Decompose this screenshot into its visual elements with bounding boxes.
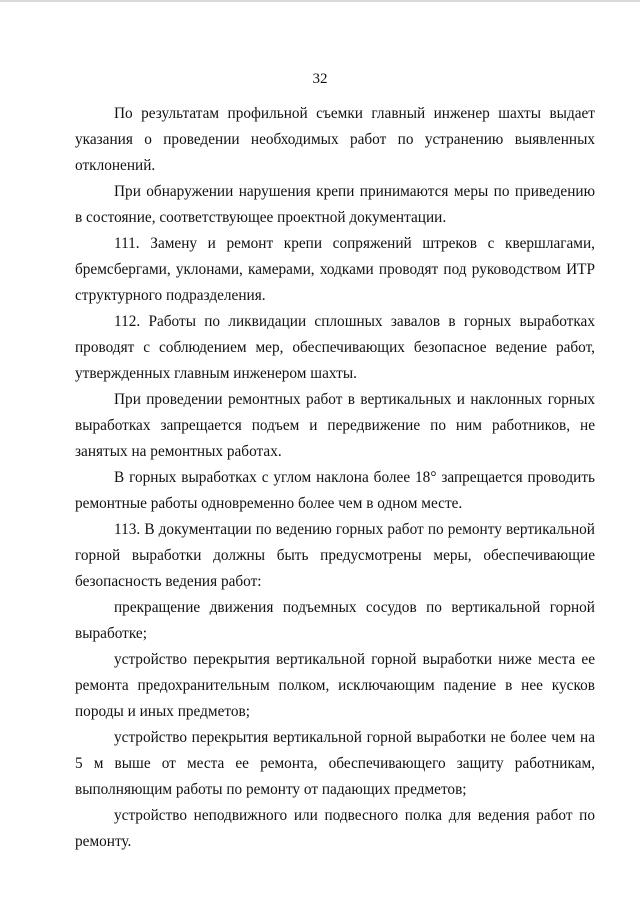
- paragraph-item-111: 111. Замену и ремонт крепи сопряжений штреков с квершлагами, бремсбергами, уклонами, камерами, ходками проводят под руководством ИТР структурного подразделения.: [75, 235, 595, 304]
- paragraph-measure-upper-cover: устройство перекрытия вертикальной горной выработки не более чем на 5 м выше от места ее ремонта, обеспечивающего защиту работникам, выполняющим работы по ремонту от падающих предметов;: [75, 729, 595, 798]
- paragraph-measure-lower-cover: устройство перекрытия вертикальной горной выработки ниже места ее ремонта предохранительным полком, исключающим падение в нее кусков породы и иных предметов;: [75, 651, 595, 720]
- paragraph-measure-stop-hoisting: прекращение движения подъемных сосудов по вертикальной горной выработке;: [75, 599, 595, 642]
- paragraph-item-113: 113. В документации по ведению горных работ по ремонту вертикальной горной выработки должны быть предусмотрены меры, обеспечивающие безопасность ведения работ:: [75, 521, 595, 590]
- paragraph-measure-platform: устройство неподвижного или подвесного полка для ведения работ по ремонту.: [75, 807, 595, 850]
- paragraph-support-violation: При обнаружении нарушения крепи принимаются меры по приведению в состояние, соответствующее проектной документации.: [75, 183, 595, 226]
- paragraph-repair-restrictions: При проведении ремонтных работ в вертикальных и наклонных горных выработках запрещается подъем и передвижение по ним работников, не занятых на ремонтных работах.: [75, 391, 595, 460]
- page-number: 32: [312, 71, 328, 87]
- page-top-edge: [0, 0, 640, 2]
- paragraph-item-112: 112. Работы по ликвидации сплошных завалов в горных выработках проводят с соблюдением мер, обеспечивающих безопасное ведение работ, утвержденных главным инженером шахты.: [75, 313, 595, 382]
- paragraph-incline-limit: В горных выработках с углом наклона более 18° запрещается проводить ремонтные работы одновременно более чем в одном месте.: [75, 469, 595, 512]
- document-body: [75, 101, 595, 855]
- paragraph-survey-instructions: По результатам профильной съемки главный инженер шахты выдает указания о проведении необходимых работ по устранению выявленных отклонений.: [75, 105, 595, 174]
